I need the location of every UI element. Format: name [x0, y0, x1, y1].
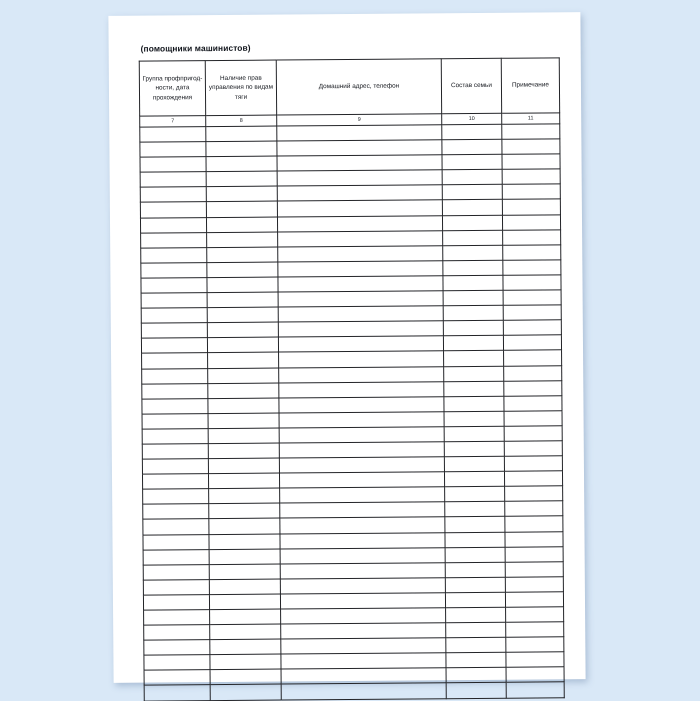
table-cell: [143, 564, 209, 580]
table-cell: [281, 623, 446, 639]
table-cell: [210, 639, 281, 655]
table-cell: [206, 202, 277, 218]
table-cell: [140, 142, 206, 158]
table-cell: [277, 125, 442, 141]
table-cell: [505, 501, 563, 517]
table-cell: [206, 156, 277, 172]
table-cell: [278, 276, 443, 292]
page-title: (помощники машинистов): [140, 42, 251, 54]
table-cell: [503, 335, 561, 351]
table-cell: [444, 351, 504, 367]
table-cell: [140, 157, 206, 173]
table-cell: [445, 517, 505, 533]
table-cell: [281, 668, 446, 684]
table-cell: [280, 532, 445, 548]
table-cell: [444, 441, 504, 457]
table-cell: [142, 398, 208, 414]
table-cell: [445, 562, 505, 578]
table-cell: [504, 411, 562, 427]
table-cell: [210, 684, 281, 700]
table-cell: [209, 503, 280, 519]
table-cell: [442, 215, 502, 231]
table-cell: [142, 413, 208, 429]
column-number-9: 9: [277, 114, 442, 126]
table-cell: [443, 275, 503, 291]
table-cell: [442, 139, 502, 155]
table-cell: [442, 200, 502, 216]
table-cell: [142, 474, 208, 490]
table-cell: [210, 609, 281, 625]
column-number-8: 8: [206, 115, 277, 127]
table-cell: [446, 607, 506, 623]
table-cell: [142, 459, 208, 475]
table-cell: [504, 471, 562, 487]
table-cell: [277, 185, 442, 201]
table-cell: [141, 323, 207, 339]
table-cell: [277, 200, 442, 216]
table-cell: [502, 199, 560, 215]
table-cell: [445, 502, 505, 518]
table-cell: [442, 185, 502, 201]
table-cell: [277, 140, 442, 156]
table-cell: [442, 170, 502, 186]
table-cell: [443, 305, 503, 321]
table-cell: [281, 683, 446, 699]
table-cell: [279, 412, 444, 428]
table-cell: [443, 230, 503, 246]
table-cell: [141, 247, 207, 263]
table-cell: [502, 154, 560, 170]
table-cell: [506, 667, 564, 683]
table-cell: [504, 441, 562, 457]
table-cell: [207, 292, 278, 308]
table-cell: [209, 534, 280, 550]
table-cell: [506, 682, 564, 698]
table-cell: [446, 653, 506, 669]
table-cell: [208, 368, 279, 384]
table-cell: [207, 322, 278, 338]
table-cell: [279, 472, 444, 488]
table-cell: [207, 247, 278, 263]
table-cell: [502, 169, 560, 185]
table-cell: [144, 640, 210, 656]
table-cell: [141, 262, 207, 278]
table-cell: [279, 427, 444, 443]
table-cell: [502, 214, 560, 230]
table-cell: [281, 638, 446, 654]
table-cell: [503, 320, 561, 336]
table-cell: [140, 217, 206, 233]
table-cell: [280, 562, 445, 578]
column-number-11: 11: [502, 113, 560, 124]
table-cell: [446, 683, 506, 699]
table-cell: [444, 456, 504, 472]
table-cell: [446, 668, 506, 684]
table-cell: [140, 187, 206, 203]
table-cell: [141, 293, 207, 309]
table-cell: [446, 637, 506, 653]
table-cell: [278, 336, 443, 352]
table-cell: [502, 124, 560, 140]
table-cell: [502, 139, 560, 155]
table-cell: [141, 278, 207, 294]
table-cell: [207, 277, 278, 293]
table-cell: [278, 261, 443, 277]
table-cell: [208, 413, 279, 429]
table-cell: [442, 124, 502, 140]
table-cell: [445, 592, 505, 608]
table-cell: [503, 260, 561, 276]
table-cell: [506, 607, 564, 623]
table-cell: [207, 337, 278, 353]
table-cell: [208, 352, 279, 368]
table-cell: [505, 577, 563, 593]
table-cell: [443, 245, 503, 261]
table-cell: [506, 652, 564, 668]
table-cell: [208, 458, 279, 474]
table-cell: [208, 398, 279, 414]
table-cell: [281, 608, 446, 624]
table-cell: [504, 350, 562, 366]
table-cell: [210, 624, 281, 640]
table-cell: [445, 577, 505, 593]
table-cell: [445, 547, 505, 563]
table-cell: [207, 262, 278, 278]
table-cell: [278, 245, 443, 261]
table-cell: [206, 141, 277, 157]
table-cell: [280, 547, 445, 563]
table-cell: [206, 217, 277, 233]
document-page: [108, 12, 585, 683]
table-cell: [143, 534, 209, 550]
table-cell: [503, 305, 561, 321]
table-cell: [140, 172, 206, 188]
table-cell: [141, 232, 207, 248]
table-cell: [503, 275, 561, 291]
table-cell: [504, 396, 562, 412]
table-cell: [279, 381, 444, 397]
table-cell: [443, 290, 503, 306]
column-number-10: 10: [442, 113, 502, 124]
table-cell: [442, 154, 502, 170]
table-cell: [210, 669, 281, 685]
table-cell: [503, 229, 561, 245]
column-header-family: Состав семьи: [441, 58, 501, 113]
table-cell: [504, 380, 562, 396]
table-cell: [504, 456, 562, 472]
table-cell: [444, 411, 504, 427]
table-body: [140, 124, 564, 701]
table-cell: [443, 336, 503, 352]
table-cell: [142, 444, 208, 460]
table-cell: [208, 428, 279, 444]
table-cell: [281, 653, 446, 669]
table-cell: [278, 306, 443, 322]
table-cell: [141, 338, 207, 354]
table-cell: [446, 622, 506, 638]
column-number-7: 7: [140, 116, 206, 128]
table-cell: [504, 426, 562, 442]
table-cell: [445, 487, 505, 503]
table-cell: [444, 396, 504, 412]
table-cell: [280, 593, 445, 609]
table-cell: [279, 351, 444, 367]
table-cell: [142, 428, 208, 444]
table-cell: [207, 232, 278, 248]
table-cell: [502, 184, 560, 200]
table-cell: [444, 426, 504, 442]
table-cell: [506, 622, 564, 638]
table-cell: [506, 637, 564, 653]
table-cell: [444, 381, 504, 397]
table-cell: [209, 564, 280, 580]
table-cell: [140, 127, 206, 143]
registry-table: [139, 57, 565, 701]
table-cell: [280, 578, 445, 594]
table-cell: [207, 307, 278, 323]
table-cell: [280, 517, 445, 533]
table-cell: [209, 579, 280, 595]
table-cell: [209, 518, 280, 534]
table-cell: [144, 655, 210, 671]
table-cell: [505, 516, 563, 532]
table-cell: [143, 504, 209, 520]
table-cell: [206, 186, 277, 202]
table-cell: [143, 549, 209, 565]
table-header-row: [139, 58, 559, 116]
column-header-home-address: Домашний адрес, телефон: [276, 59, 441, 115]
table-cell: [505, 531, 563, 547]
table-cell: [505, 486, 563, 502]
column-header-notes: Примечание: [501, 58, 559, 113]
table-cell: [208, 443, 279, 459]
page-content: [139, 40, 564, 701]
table-cell: [144, 610, 210, 626]
table-cell: [143, 579, 209, 595]
table-cell: [140, 202, 206, 218]
table-cell: [144, 670, 210, 686]
table-cell: [505, 546, 563, 562]
table-cell: [443, 260, 503, 276]
table-cell: [505, 592, 563, 608]
table-cell: [278, 321, 443, 337]
table-cell: [505, 562, 563, 578]
table-row: [144, 682, 564, 700]
table-cell: [144, 685, 210, 701]
table-cell: [208, 383, 279, 399]
table-cell: [206, 126, 277, 142]
table-cell: [279, 457, 444, 473]
table-cell: [279, 442, 444, 458]
table-cell: [280, 502, 445, 518]
table-cell: [444, 366, 504, 382]
table-cell: [142, 353, 208, 369]
table-cell: [503, 290, 561, 306]
column-header-driving-rights: Наличие прав управления по видам тяги: [205, 60, 276, 116]
table-cell: [279, 396, 444, 412]
table-cell: [206, 171, 277, 187]
table-cell: [210, 654, 281, 670]
column-header-group-fitness: Группа профпригод- ности, дата прохождения: [139, 61, 205, 117]
table-cell: [503, 245, 561, 261]
table-cell: [277, 170, 442, 186]
table-cell: [142, 383, 208, 399]
table-cell: [445, 532, 505, 548]
table-cell: [444, 471, 504, 487]
table-cell: [142, 368, 208, 384]
table-cell: [141, 308, 207, 324]
table-cell: [209, 488, 280, 504]
table-cell: [143, 489, 209, 505]
table-cell: [277, 155, 442, 171]
table-cell: [280, 487, 445, 503]
table-cell: [443, 320, 503, 336]
table-cell: [209, 549, 280, 565]
table-cell: [143, 594, 209, 610]
table-cell: [278, 230, 443, 246]
table-cell: [208, 473, 279, 489]
table-cell: [143, 519, 209, 535]
table-cell: [144, 625, 210, 641]
table-cell: [279, 366, 444, 382]
table-cell: [209, 594, 280, 610]
table-cell: [278, 291, 443, 307]
table-cell: [504, 365, 562, 381]
table-cell: [277, 215, 442, 231]
